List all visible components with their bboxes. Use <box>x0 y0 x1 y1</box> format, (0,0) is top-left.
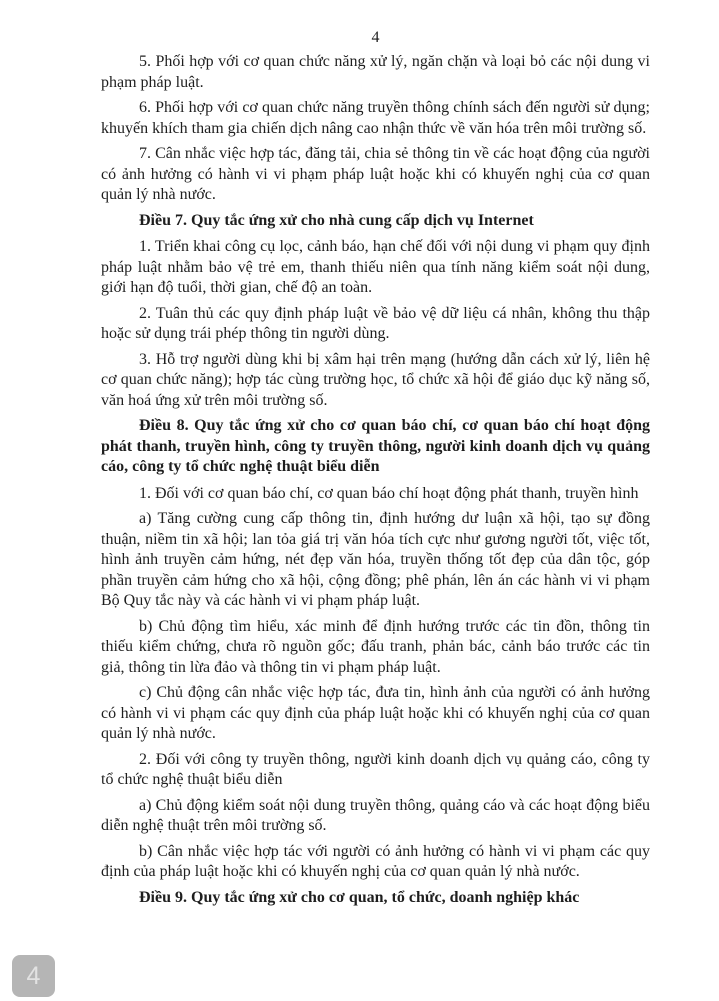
page-content <box>101 28 650 914</box>
body-paragraph: 3. Hỗ trợ người dùng khi bị xâm hại trên mạng (hướng dẫn cách xử lý, liên hệ cơ quan chức năng); hợp tác cùng trường học, tổ chức xã hội để giáo dục kỹ năng số, văn hoá ứng xử trên môi trường số. <box>101 350 650 409</box>
document-body <box>101 52 650 908</box>
body-paragraph: a) Tăng cường cung cấp thông tin, định hướng dư luận xã hội, tạo sự đồng thuận, niềm tin xã hội; lan tỏa giá trị văn hóa tích cực như gương người tốt, việc tốt, hình ảnh truyền cảm hứng, nét đẹp văn hóa, truyền thống tốt đẹp của dân tộc, góp phần truyền cảm hứng cho xã hội, cộng đồng; phê phán, lên án các hành vi vi phạm Bộ Quy tắc này và các hành vi vi phạm pháp luật. <box>101 510 650 609</box>
page-number: 4 <box>371 29 380 46</box>
body-paragraph: 5. Phối hợp với cơ quan chức năng xử lý, ngăn chặn và loại bỏ các nội dung vi phạm pháp luật. <box>101 53 650 91</box>
body-paragraph: 2. Đối với công ty truyền thông, người kinh doanh dịch vụ quảng cáo, công ty tổ chức nghệ thuật biểu diễn <box>101 750 650 788</box>
body-paragraph: 7. Cân nhắc việc hợp tác, đăng tải, chia sẻ thông tin về các hoạt động của người có ảnh hưởng có hành vi vi phạm pháp luật hoặc khi có khuyến nghị của cơ quan quản lý nhà nước. <box>101 145 650 203</box>
body-paragraph: 2. Tuân thủ các quy định pháp luật về bảo vệ dữ liệu cá nhân, không thu thập hoặc sử dụng trái phép thông tin người dùng. <box>101 304 650 342</box>
body-paragraph: a) Chủ động kiểm soát nội dung truyền thông, quảng cáo và các hoạt động biểu diễn nghệ thuật trên môi trường số. <box>101 796 650 834</box>
viewer-page-badge: 4 <box>12 955 55 997</box>
article-heading: Điều 9. Quy tắc ứng xử cho cơ quan, tổ chức, doanh nghiệp khác <box>139 888 580 906</box>
body-paragraph: 1. Đối với cơ quan báo chí, cơ quan báo chí hoạt động phát thanh, truyền hình <box>139 484 639 502</box>
body-paragraph: b) Cân nhắc việc hợp tác với người có ảnh hưởng có hành vi vi phạm các quy định của pháp luật hoặc khi có khuyến nghị của cơ quan quản lý nhà nước. <box>101 842 650 880</box>
body-paragraph: 6. Phối hợp với cơ quan chức năng truyền thông chính sách đến người sử dụng; khuyến khích tham gia chiến dịch nâng cao nhận thức về văn hóa trên môi trường số. <box>101 99 650 137</box>
body-paragraph: c) Chủ động cân nhắc việc hợp tác, đưa tin, hình ảnh của người có ảnh hưởng có hành vi vi phạm các quy định của pháp luật hoặc khi có khuyến nghị của cơ quan quản lý nhà nước. <box>101 684 650 742</box>
body-paragraph: b) Chủ động tìm hiểu, xác minh để định hướng trước các tin đồn, thông tin thiếu kiểm chứng, chưa rõ nguồn gốc; đấu tranh, phản bác, cảnh báo trước các tin giả, thông tin lừa đảo và thông tin vi phạm pháp luật. <box>101 617 650 676</box>
article-heading: Điều 7. Quy tắc ứng xử cho nhà cung cấp dịch vụ Internet <box>139 211 534 229</box>
body-paragraph: 1. Triển khai công cụ lọc, cảnh báo, hạn chế đối với nội dung vi phạm quy định pháp luật nhằm bảo vệ trẻ em, thanh thiếu niên qua tính năng kiểm soát nội dung, giới hạn độ tuổi, thời gian, chế độ an toàn. <box>101 238 650 296</box>
article-heading: Điều 8. Quy tắc ứng xử cho cơ quan báo chí, cơ quan báo chí hoạt động phát thanh, truyền hình, công ty truyền thông, người kinh doanh dịch vụ quảng cáo, công ty tổ chức nghệ thuật biểu diễn <box>101 417 650 475</box>
